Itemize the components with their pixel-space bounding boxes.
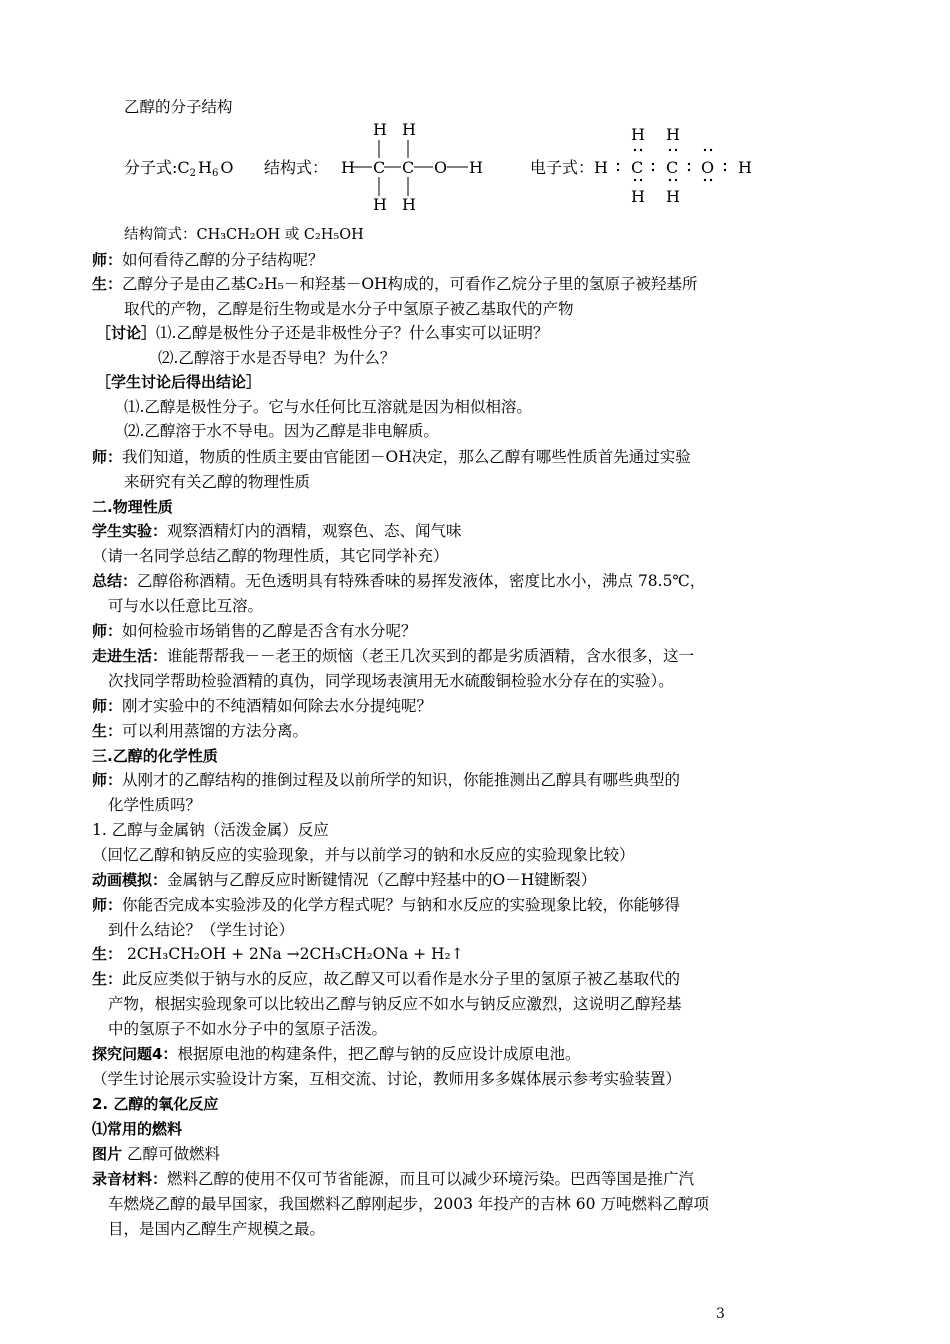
text-line xyxy=(92,745,218,767)
page-number: 3 xyxy=(716,1306,725,1322)
text-line xyxy=(92,1093,218,1115)
text-line xyxy=(96,371,261,393)
speaker-label: 走进生活： xyxy=(92,647,168,665)
text-line xyxy=(124,471,310,493)
line-text: 乙醇可做燃料 xyxy=(122,1145,220,1163)
line-text: 如何检验市场销售的乙醇是否含有水分呢？ xyxy=(122,622,417,640)
svg-text:O: O xyxy=(701,158,715,177)
svg-text:C: C xyxy=(373,158,386,177)
line-text: 车燃烧乙醇的最早国家，我国燃料乙醇刚起步，2003 年投产的吉林 60 万吨燃料乙醇项 xyxy=(108,1195,709,1213)
speaker-label: 动画模拟： xyxy=(92,871,168,889)
text-line xyxy=(92,769,680,791)
svg-text:H: H xyxy=(373,195,387,214)
structural-formula-label: 结构式： xyxy=(264,158,329,177)
text-line xyxy=(92,1118,182,1140)
line-text: （学生讨论展示实验设计方案，互相交流、讨论，教师用多多媒体展示参考实验装置） xyxy=(92,1070,682,1088)
speaker-label: ⑴常用的燃料 xyxy=(92,1120,183,1138)
svg-text:C: C xyxy=(666,158,679,177)
text-line xyxy=(96,322,548,344)
text-line xyxy=(92,645,694,667)
line-text: （回忆乙醇和钠反应的实验现象，并与以前学习的钠和水反应的实验现象比较） xyxy=(92,846,635,864)
svg-text:H: H xyxy=(594,158,608,177)
text-line xyxy=(92,819,329,841)
line-text: 2CH₃CH₂OH + 2Na →2CH₃CH₂ONa + H₂↑ xyxy=(122,945,464,963)
line-text: 观察酒精灯内的酒精，观察色、态、闻气味 xyxy=(167,522,462,540)
text-line xyxy=(92,968,680,990)
text-line xyxy=(108,794,201,816)
electron-formula xyxy=(594,125,752,206)
line-text: 根据原电池的构建条件，把乙醇与钠的反应设计成原电池。 xyxy=(177,1045,581,1063)
speaker-label: 图片 xyxy=(92,1145,123,1163)
line-text: 产物，根据实验现象可以比较出乙醇与钠反应不如水与钠反应激烈，这说明乙醇羟基 xyxy=(108,995,682,1013)
line-text: 你能否完成本实验涉及的化学方程式呢？与钠和水反应的实验现象比较，你能够得 xyxy=(122,896,681,914)
svg-text:C: C xyxy=(631,158,644,177)
speaker-label: 生： xyxy=(92,945,123,963)
svg-text:H: H xyxy=(373,120,387,139)
svg-text:O: O xyxy=(434,158,448,177)
speaker-label: ［讨论］ xyxy=(96,324,157,342)
text-line xyxy=(92,1168,694,1190)
speaker-label: 师： xyxy=(92,622,123,640)
line-text: 如何看待乙醇的分子结构呢？ xyxy=(122,251,324,269)
speaker-label: ［学生讨论后得出结论］ xyxy=(96,373,262,391)
text-line xyxy=(92,570,705,592)
speaker-label: 录音材料： xyxy=(92,1170,168,1188)
text-line xyxy=(92,620,417,642)
line-text: 可以利用蒸馏的方法分离。 xyxy=(122,722,309,740)
text-line xyxy=(92,249,324,271)
text-line xyxy=(92,943,464,965)
line-text: 目，是国内乙醇生产规模之最。 xyxy=(108,1220,326,1238)
line-text: 从刚才的乙醇结构的推倒过程及以前所学的知识，你能推测出乙醇具有哪些典型的 xyxy=(122,771,681,789)
line-text: 金属钠与乙醇反应时断键情况（乙醇中羟基中的O－H键断裂） xyxy=(167,871,597,889)
svg-text:H: H xyxy=(469,158,483,177)
speaker-label: 师： xyxy=(92,251,123,269)
svg-text:H: H xyxy=(631,187,645,206)
svg-text:H: H xyxy=(738,158,752,177)
line-text: 次找同学帮助检验酒精的真伪，同学现场表演用无水硫酸铜检验水分存在的实验）。 xyxy=(108,672,674,690)
electron-formula-label: 电子式： xyxy=(530,158,595,177)
line-text: 燃料乙醇的使用不仅可节省能源，而且可以减少环境污染。巴西等国是推广汽 xyxy=(167,1170,695,1188)
text-line xyxy=(92,1143,220,1165)
text-line xyxy=(108,1218,325,1240)
text-line xyxy=(92,496,173,518)
text-line xyxy=(124,298,574,320)
line-text: 可与水以任意比互溶。 xyxy=(108,597,264,615)
line-text: 刚才实验中的不纯酒精如何除去水分提纯呢？ xyxy=(122,697,433,715)
molecular-formula: 分子式:C2 H6 O xyxy=(124,158,234,179)
line-text: 中的氢原子不如水分子中的氢原子活泼。 xyxy=(108,1020,388,1038)
text-line xyxy=(108,670,674,692)
speaker-label: 生： xyxy=(92,970,123,988)
line-text: 谁能帮帮我－－老王的烦恼（老王几次买到的都是劣质酒精，含水很多，这一 xyxy=(167,647,695,665)
text-line xyxy=(158,347,395,369)
line-text: 化学性质吗？ xyxy=(108,796,202,814)
svg-text:H: H xyxy=(402,195,416,214)
line-text: ⑴.乙醇是极性分子还是非极性分子？什么事实可以证明？ xyxy=(156,324,549,342)
line-text: 乙醇俗称酒精。无色透明具有特殊香味的易挥发液体，密度比水小，沸点 78.5℃， xyxy=(137,572,706,590)
text-line xyxy=(92,720,308,742)
speaker-label: 总结： xyxy=(92,572,138,590)
line-text: 乙醇分子是由乙基C₂H₅－和羟基－OH构成的，可看作乙烷分子里的氢原子被羟基所 xyxy=(122,275,698,293)
text-line xyxy=(92,273,698,295)
text-line xyxy=(124,396,532,418)
text-line xyxy=(92,695,432,717)
line-text: 来研究有关乙醇的物理性质 xyxy=(124,473,311,491)
line-text: 此反应类似于钠与水的反应，故乙醇又可以看作是水分子里的氢原子被乙基取代的 xyxy=(122,970,681,988)
line-text: ⑵.乙醇溶于水不导电。因为乙醇是非电解质。 xyxy=(124,422,439,440)
line-text: 到什么结论？（学生讨论） xyxy=(108,921,295,939)
speaker-label: 三.乙醇的化学性质 xyxy=(92,747,218,765)
speaker-label: 探究问题4： xyxy=(92,1045,178,1063)
text-line xyxy=(92,1068,681,1090)
speaker-label: 2. 乙醇的氧化反应 xyxy=(92,1095,219,1113)
simplified-formula: 结构简式：CH₃CH₂OH 或 C₂H₅OH xyxy=(124,227,364,243)
text-line xyxy=(108,919,294,941)
line-text: 1. 乙醇与金属钠（活泼金属）反应 xyxy=(92,821,329,839)
svg-text:H: H xyxy=(666,125,680,144)
line-text: ⑴.乙醇是极性分子。它与水任何比互溶就是因为相似相溶。 xyxy=(124,398,532,416)
speaker-label: 师： xyxy=(92,896,123,914)
text-line xyxy=(92,1043,580,1065)
svg-text:H: H xyxy=(631,125,645,144)
speaker-label: 师： xyxy=(92,448,123,466)
text-line xyxy=(92,520,462,542)
speaker-label: 学生实验： xyxy=(92,522,168,540)
text-line xyxy=(108,595,263,617)
speaker-label: 生： xyxy=(92,722,123,740)
structural-formula xyxy=(341,120,483,214)
text-line xyxy=(92,844,635,866)
svg-text:H: H xyxy=(402,120,416,139)
speaker-label: 师： xyxy=(92,697,123,715)
ethanol-structure-diagram xyxy=(0,110,950,230)
speaker-label: 二.物理性质 xyxy=(92,498,173,516)
text-line xyxy=(108,1018,387,1040)
svg-text:H: H xyxy=(341,158,355,177)
text-line xyxy=(92,545,449,567)
text-line xyxy=(108,1193,709,1215)
svg-text:H: H xyxy=(666,187,680,206)
svg-text:C: C xyxy=(402,158,415,177)
text-line xyxy=(92,446,691,468)
text-line xyxy=(92,894,680,916)
line-text: （请一名同学总结乙醇的物理性质，其它同学补充） xyxy=(92,547,449,565)
speaker-label: 师： xyxy=(92,771,123,789)
structure-title: 乙醇的分子结构 xyxy=(124,98,233,116)
line-text: 我们知道，物质的性质主要由官能团－OH决定，那么乙醇有哪些性质首先通过实验 xyxy=(122,448,691,466)
line-text: ⑵.乙醇溶于水是否导电？为什么？ xyxy=(158,349,396,367)
line-text: 取代的产物，乙醇是衍生物或是水分子中氢原子被乙基取代的产物 xyxy=(124,300,574,318)
text-line xyxy=(108,993,682,1015)
speaker-label: 生： xyxy=(92,275,123,293)
text-line xyxy=(124,420,439,442)
text-line xyxy=(92,869,596,891)
